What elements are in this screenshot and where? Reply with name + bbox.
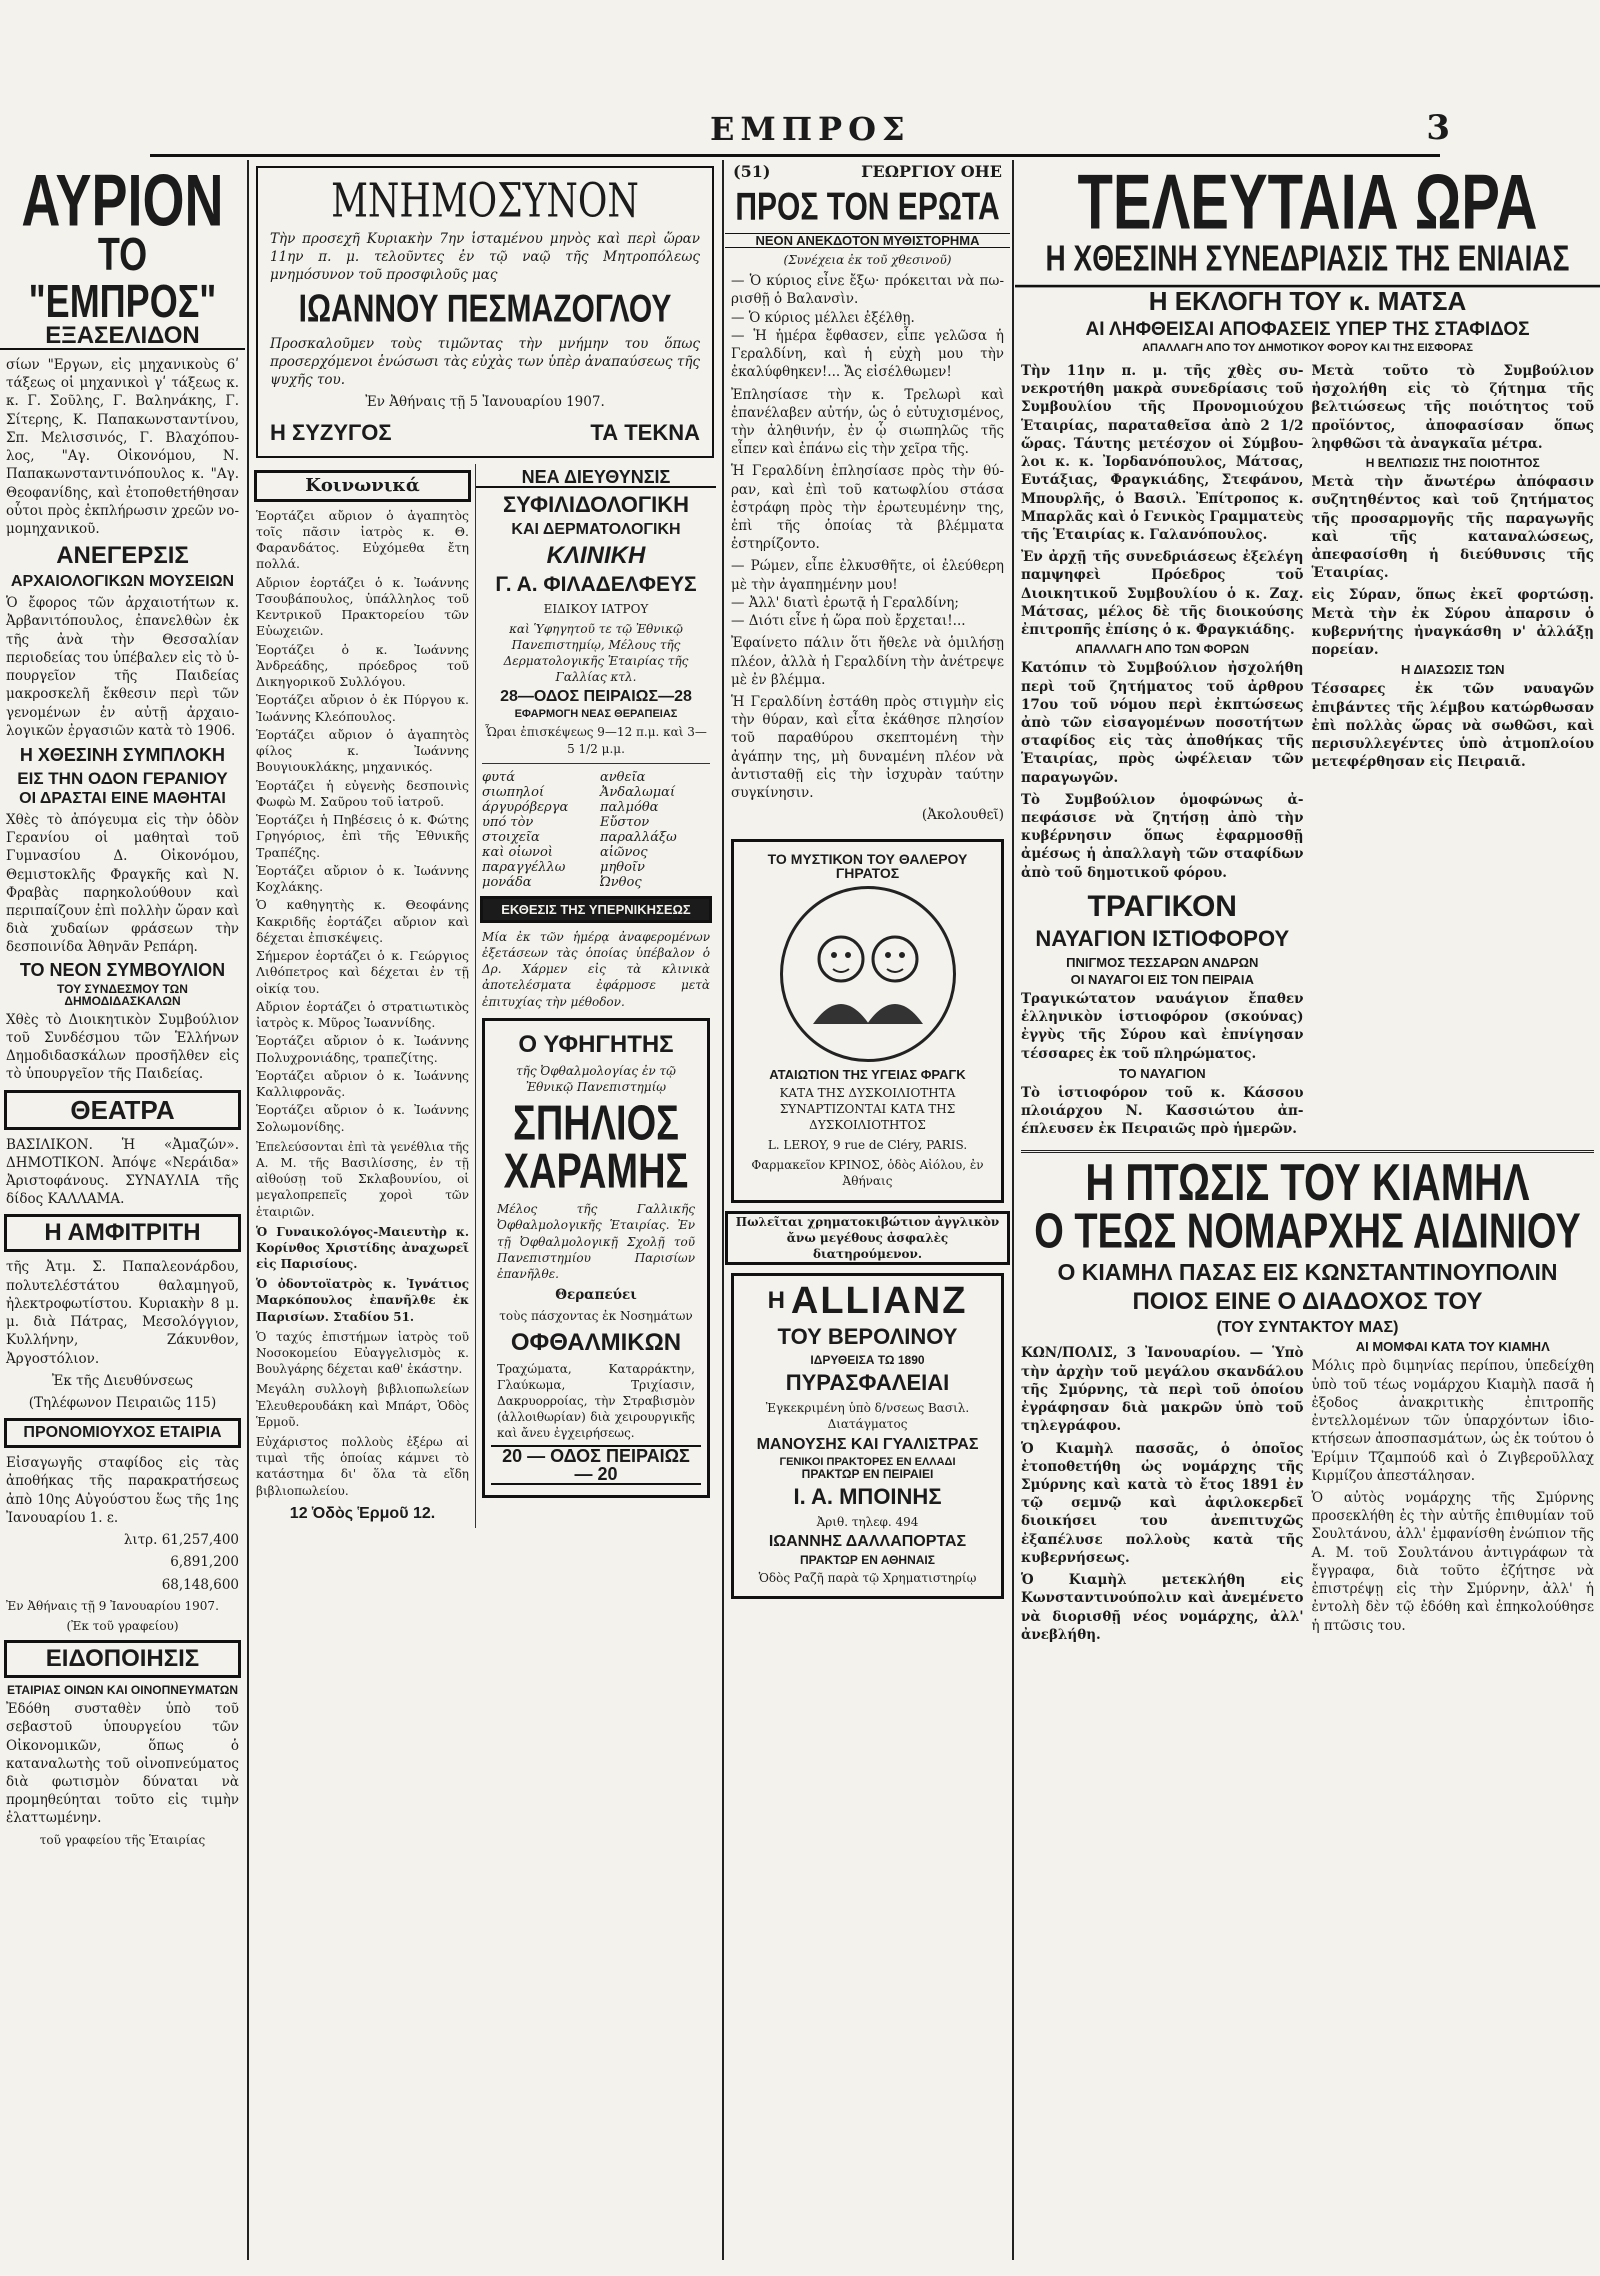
eidikou-iatrou: ΕΙΔΙΚΟΥ ΙΑΤΡΟΥ [543,601,649,616]
pronomiouchos-sign: (Ἐκ τοῦ γραφείου) [66,1618,179,1633]
masthead [150,108,1450,157]
column-1 [0,160,245,2260]
pronomiouchos-row-3: 68,148,600 [161,1576,239,1593]
diadochos-headline: ΠΟΙΟΣ ΕΙΝΕ Ο ΔΙΑΔΟΧΟΣ ΤΟΥ [1132,1288,1483,1316]
mnimosynon-date: Ἐν Ἀθήναις τῇ 5 Ἰανουαρίου 1907. [365,394,605,411]
euxaristos-notice: Εὐχάριστος πολλοὺς ἐξέρω αἱ τιμαὶ τῆς ὁποίας κάμνει τὸ κατάστημα δι' ὅλα τὰ εἴδη βιβλιοπωλείου. [256,1434,469,1498]
amfitriti-sign: Ἐκ τῆς Διευθύνσεως [51,1372,194,1389]
column-3 [725,160,1010,2260]
sympliki-subtitle: ΕΙΣ ΤΗΝ ΟΔΟΝ ΓΕΡΑΝΙΟΥ [17,768,228,788]
fragk-text: ΚΑΤΑ ΤΗΣ ΔΥΣΚΟΙΛΙΟΤΗΤΑ ΣΥΝΑΡΤΙΖΟΝΤΑΙ ΚΑΤΑ ΤΗΣ ΔΥΣΚΟΙΛΙΟΤΗΤΟΣ [779,1085,956,1132]
ofthalmon-title: ΟΦΘΑΛΜΙΚΩΝ [510,1328,682,1356]
anegerseis-subtitle: ΑΡΧΑΙΟΛΟΓΙΚΩΝ ΜΟΥΣΕΙΩΝ [10,573,235,591]
allianz-text: Ἐγκεκριμένη ὑπὸ δ/νσεως Βασιλ. Διατάγματος [765,1401,970,1432]
nea-dieuthynsis: ΝΕΑ ΔΙΕΥΘΥΝΣΙΣ [476,468,716,488]
apallagi-subhead-2: ΑΠΑΛΛΑΓΗ ΑΠΟ ΤΩΝ ΦΟΡΩΝ [1075,642,1250,657]
aurion-headline-3: ΕΞΑΣΕΛΙΔΟΝ [0,324,245,350]
fragk-title: ΑΤΑΙΩΤΙΟΝ ΤΗΣ ΥΓΕΙΑΣ ΦΡΑΓΚ [769,1066,966,1082]
leroy-address: L. LEROY, 9 rue de Cléry, PARIS. [767,1138,968,1153]
allianz-address: Ὁδὸς Ραζῆ παρὰ τῷ Χρηματιστηρίῳ [758,1570,977,1585]
allianz-prefix: Η [767,1287,785,1315]
charamis-name: ΧΑΡΑΜΗΣ [503,1144,689,1200]
dermato-title: ΚΑΙ ΔΕΡΜΑΤΟΛΟΓΙΚΗ [511,520,681,538]
allianz-manousis: ΜΑΝΟΥΣΗΣ ΚΑΙ ΓΥΑΛΙΣΤΡΑΣ [756,1435,979,1453]
kliniki-title: ΚΛΙΝΙΚΗ [546,541,646,569]
koinonika-item: Ἑορτάζει αὔριον ὁ κ. Ἰωάννης Πολυχρονιάδης, τραπεζίτης. [256,1033,469,1065]
therapeuei-2: τοὺς πάσχοντας ἐκ Νοσημάτων [499,1309,693,1324]
spilios-name: ΣΠΗΛΙΟΣ [513,1096,679,1152]
ygeia-notice: Ὁ ταχύς ἐπιστήμων ἰατρὸς τοῦ Νοσοκομείου Εὐαγγελισμὸς κ. Βουλγάρης δέχεται καθ' ἑκάστην. [256,1329,469,1377]
navagion-headline: ΝΑΥΑΓΙΟΝ ΙΣΤΙΟΦΟΡΟΥ [1035,925,1290,951]
koinonika-item: Ἑορτάζει αὔριον ὁ ἐκ Πύργου κ. Ἰωάννης Κλεόπουλος. [256,692,469,724]
koinonika-list [250,508,475,1135]
aurion-headline: ΑΥΡΙΟΝ [21,160,224,242]
eidopoiiseis-subtitle: ΕΤΑΙΡΙΑΣ ΟΙΝΩΝ ΚΑΙ ΟΙΝΟΠΝΕΥΜΑΤΩΝ [6,1683,238,1698]
sympliki-text: Χθὲς τὸ ἀπόγευμα εἰς τὴν ὁδὸν Γερανίου οἱ μαθηταὶ τοῦ Γυμνασίου Δ. Οἰκονόμου, Θεμιστοκλῆς Φραγκῆς καὶ Ν. Φραβὰς παρηκολούθουν καὶ περιπαίζουν ἐπὶ πολλὴν ὥραν καὶ διὰ χυδαίων φράσεων τὴν δεσποινίδα Ἀθηνᾶν Ρεπάρη. [6,811,239,956]
charamis-address: 20 — ΟΔΟΣ ΠΕΙΡΑΙΩΣ — 20 [491,1445,701,1485]
aurion-headline-2: ΤΟ "ΕΜΠΡΟΣ" [28,227,217,328]
main-text-2: Ἐν ἀρχῇ τῆς συνεδριάσεως ἐξελέγη παμψηφεὶ Πρόεδρος τοῦ Διοικητικοῦ Συμβουλίου ὁ κ. Ζαχ. Μάτσας, μέλος δὲ τῆς διοικούσης ἐπιτροπῆς ἐπίσης ὁ κ. Φραγκιάδης. [1021,549,1304,639]
koinonika-item: Αὔριον ἑορτάζει ὁ στρατιωτικὸς ἰατρὸς κ. Μῦρος Ἰωαννίδης. [256,998,469,1031]
sympliki-subtitle-2: ΟΙ ΔΡΑΣΤΑΙ ΕΙΝΕ ΜΑΘΗΤΑΙ [19,789,226,807]
mystikon-title: ΤΟ ΜΥΣΤΙΚΟΝ ΤΟΥ ΘΑΛΕΡΟΥ ΓΗΡΑΤΟΣ [767,850,968,881]
eklogi-headline: Η ΕΚΛΟΓΗ ΤΟΥ κ. ΜΑΤΣΑ [1148,286,1467,316]
yfigitis-subtitle: τῆς Ὀφθαλμολογίας ἐν τῷ Ἐθνικῷ Πανεπιστημίῳ [516,1063,676,1094]
amfitriti-title: Η ΑΜΦΙΤΡΙΤΗ [4,1214,241,1252]
koinonika-text-2: Ἐπελεύσονται ἐπὶ τὰ γενέθλια τῆς Α. Μ. τῆς Βασιλίσσης, ἐν τῇ αἰθούσῃ τοῦ Σκλαβουνίου, οἱ μεγαλοπρεπεῖς χοροὶ τῶν ἑταιριῶν. [256,1139,469,1219]
kliniki-hours: Ὧραι ἐπισκέψεως 9—12 π.μ. καὶ 3—5 1/2 μ.μ. [485,725,707,756]
poem-right: ανθεῖα Ἀνδαλωμαί παλμόθα Εὔστον παραλλάξω αἰῶνος μηθοῖν Ὠνθος [600,769,677,890]
navagoi-subhead: ΟΙ ΝΑΥΑΓΟΙ ΕΙΣ ΤΟΝ ΠΕΙΡΑΙΑ [1070,971,1254,987]
main-text-6: Μετὰ τὴν ἄνωτέρω ἀπόφασιν συζητηθέντος καὶ τοῦ ζητήματος τῆς προσαρμογῆς τῆς παραγωγῆς καὶ τῆς καταναλώσεως, ἀπεφασίσθη ἡ διεύθυνσις τῆς Ἑταιρίας. [1311,474,1594,582]
koinonika-item: Σήμερον ἑορτάζει ὁ κ. Γεώργιος Λιθόπετρος καὶ δέχεται ἐν τῇ οἰκίᾳ του. [256,948,469,996]
theatra-text: ΒΑΣΙΛΙΚΟΝ. Ἡ «Ἀμαζών». ΔΗΜΟΤΙΚΟΝ. Ἀπόψε «Νεράιδα» Ἀριστοφάνους. ΣΥΝΑΥΛΙΑ τῆς δίδος ΚΑΛΛΑΜΑ. [6,1136,239,1208]
mnimosynon-text-2: Προσκαλοῦμεν τοὺς τιμῶντας τὴν μνήμην του ὅπως προσερχόμενοι ἑνώσωσι τὰς εὐχὰς των ὑπὲρ ἀναπαύσεως τῆς ψυχῆς του. [270,335,700,389]
koinonika-item: Ἑορτάζει ἡ Πηβέσεις ὁ κ. Φώτης Γρηγόριος, ἐπὶ τῆς Ἐθνικῆς Τραπέζης. [256,812,469,860]
koinonika-item: Ἑορτάζει αὔριον ὁ κ. Ἰωάννης Σολωμονίδης. [256,1102,469,1134]
column-rule [722,160,724,2260]
monfai-text-2: Ὁ αὐτὸς νομάρχης τῆς Σμύρνης προσεκλήθη ἐς τὴν αὐτῆς ἐπιθυμίαν τοῦ Σουλτάνου, ἀλλ' ἐμφανίσθη ἐνώπιον τῆς Α. Μ. τοῦ Σουλτάνου ἀντιγράφων τὰ ἔγγραφα, διὰ τοῦτο ἐζήτησε νὰ ἐπιστρέψῃ εἰς τὴν Σμύρνην, ἀλλ' ἡ ἐντολὴ δὲν τῷ ἐδόθη καὶ ἐπηκολούθησε ἡ πτῶσις του. [1311,1489,1594,1634]
serial-end: (Ἀκολουθεῖ) [921,807,1004,824]
krinos-pharmacy: Φαρμακεῖον ΚΡΙΝΟΣ, ὁδὸς Αἰόλου, ἐν Ἀθήναις [751,1158,984,1189]
koinonika-item: Ἑορτάζει αὔριον ὁ κ. Ἰωάννης Καλλιφρονᾶς. [256,1067,469,1100]
therapeuei: Θεραπεύει [555,1287,637,1304]
synedriasis-headline: Η ΧΘΕΣΙΝΗ ΣΥΝΕΔΡΙΑΣΙΣ ΤΗΣ ΕΝΙΑΙΑΣ [1015,241,1600,288]
allianz-title: ALLIANZ [790,1280,968,1323]
mnimosynon-sign-1: Η ΣΥΖΥΓΟΣ [270,419,392,445]
serial-text-1: — Ὁ κύριος εἶνε ἔξω· πρόκειται νὰ πωρισθῇ ὁ Βαλανσὶν. — Ὁ κύριος μέλλει ἐξέλθῃ. — Ἡ ἡμέρα ἔφθασεν, εἶπε γελῶσα ἡ Γεραλδίνη, καὶ ἡ εὐχὴ μου τὴν ἐκαλύφθηκεν!... Ἄς εἰσέλθωμεν! [731,273,1004,381]
veltiosis-subhead: Η ΒΕΛΤΙΩΣΙΣ ΤΗΣ ΠΟΙΟΤΗΤΟΣ [1365,456,1540,471]
couple-icon [793,919,943,1029]
syfilido-title: ΣΥΦΙΛΙΔΟΛΟΓΙΚΗ [502,491,690,517]
syndesmos-title: ΤΟ ΝΕΟΝ ΣΥΜΒΟΥΛΙΟΝ [19,959,226,980]
kiamil-pasas-headline: Ο ΚΙΑΜΗΛ ΠΑΣΑΣ ΕΙΣ ΚΩΝΣΤΑΝΤΙΝΟΥΠΟΛΙΝ [1057,1259,1558,1286]
klinikh-column [475,464,716,1529]
allianz-berolinou: ΤΟΥ ΒΕΡΟΛΙΝΟΥ [777,1324,958,1350]
allianz-mpoinis: Ι. Α. ΜΠΟΙΝΗΣ [793,1483,942,1509]
eidopoiiseis-text: Ἐδόθη συσταθὲν ὑπὸ τοῦ σεβαστοῦ ὑπουργείου τῶν Οἰκονομικῶν, ὅπως ὁ καταναλωτὴς τοῦ οἰνοπνεύματος διὰ φωτισμὸν δύναται νὰ προμηθεύηται τοῦτο εἰς τιμὴν ἐλαττωμένην. [6,1701,239,1827]
serial-title: ΠΡΟΣ ΤΟΝ ΕΡΩΤΑ [735,185,1000,229]
main-text-4: Τὸ Συμβούλιον ὁμοφώνως ἀπεφάσισε νὰ ζητήσῃ ἀπὸ τὴν κυβέρνησιν ὅπως ἐφαρμοσθῇ ἀμέσως ἡ ἀπαλλαγὴ τῶν σταφίδων ἀπὸ τοῦ δημοτικοῦ φόρου. [1021,791,1304,881]
koinonika-title: Κοινωνικά [254,470,471,502]
ermou-address: 12 Ὁδὸς Ἑρμοῦ 12. [289,1504,436,1522]
syndesmos-text: Χθὲς τὸ Διοικητικὸν Συμβούλιον τοῦ Συνδέσμου τῶν Ἑλλήνων Δημοδιδασκάλων προσῆλθεν εἰς τὸ ὑπουργεῖον τῆς Παιδείας. [6,1011,239,1083]
serial-text-2: Ἐπλησίασε τὴν κ. Τρελωρὶ καὶ ἐπανέλαβεν αὐτήν, ὡς ὁ εὐτυχισμένος, τὴν ἀληθινήν, ἐν ᾧ σιωπηλῶς τῆς εἶπεν καὶ ἐπάνω εἰς τὴν χεῖρα τῆς. [731,386,1004,458]
to-navagion-subhead: ΤΟ ΝΑΥΑΓΙΟΝ [1118,1065,1206,1081]
allianz-phone: Ἀριθ. τηλεφ. 494 [816,1514,919,1529]
koinonika-item: Ὁ καθηγητὴς κ. Θεοφάνης Κακριδῆς ἑορτάζει αὔριον καὶ δέχεται ἐπισκέψεις. [256,897,469,945]
nomarchis-headline: Ο ΤΕΩΣ ΝΟΜΑΡΧΗΣ ΑΙΔΙΝΙΟΥ [1034,1205,1581,1260]
koinonika-column [250,464,475,1529]
allianz-founded: ΙΔΡΥΘΕΙΣΑ ΤΩ 1890 [810,1353,925,1368]
kiamil-text-3: Ὁ Κιαμὴλ μετεκλήθη εἰς Κωνσταντινούπολιν καὶ ἀνεμένετο νὰ διορισθῇ νέος νομάρχης, ἀλλ' ἀνεβλήθη. [1021,1572,1304,1643]
aurion-text: σίων "Εργων, εἰς μηχανικοὺς 6ʹ τάξεως οἱ μηχανικοὶ γʹ τάξεως κ. κ. Γ. Σοῦλης, Γ. Βαληνάκης, Γ. Σίτερης, Κ. Παπακωνσταντίνου, Σπ. Μελισσινός, Γ. Βλαχόπουλος, "Αγ. Οἰκονόμου, Ν. Παπακωνσταντινόπουλος κ. "Αγ. Θεοφανίδης, καὶ ἐτοποθετήθησαν οὗτοι πρὸς ἐκπλήρωσιν χρεῶν νομομηχανικοῦ. [6,357,239,537]
filadelfeus-name: Γ. Α. ΦΙΛΑΔΕΛΦΕΥΣ [495,572,697,596]
anegerseis-text: Ὁ ἔφορος τῶν ἀρχαιοτήτων κ. Ἀρβανιτόπουλος, ἐπανελθὼν ἐκ τῆς ἀνὰ τὴν Θεσσαλίαν περιοδείας του ὑπέβαλεν εἰς τὸ ὑπουργεῖον τῆς Παιδείας μακροσκελῆ ἔκθεσιν περὶ τῶν γενομένων ἐν αὐτῇ ἀρχαιολογικῶν ἐργασιῶν κατὰ τὸ 1906. [6,595,239,739]
lifetheisai-headline: ΑΙ ΛΗΦΘΕΙΣΑΙ ΑΠΟΦΑΣΕΙΣ ΥΠΕΡ ΤΗΣ ΣΤΑΦΙΔΟΣ [1085,319,1530,340]
koinonika-item: Αὔριον ἑορτάζει ὁ κ. Ἰωάννης Τσουβάπουλος, ὑπάλληλος τοῦ Κεντρικοῦ Πρακτορείου τῶν Εὐωχειῶν. [256,574,469,639]
main-text-1: Τὴν 11ην π. μ. τῆς χθὲς συνεκροτήθη μακρὰ συνεδρίασις τοῦ Συμβουλίου τῆς Προνομιούχου Ἑταιρίας, παραταθεῖσα ἀπὸ 2 1/2 ὥρας. Τάυτης μετέσχον οἱ Σύμβουλοι κ. κ. Ἰορδανόπουλος, Μάτσας, Ευτάξιας, Φραγκιάδης, Στεφάνου, Μπουρλῆς, ὁ Βασιλ. Ἐπίτροπος κ. Μπαρλᾶς καὶ ὁ Γενικὸς Γραμματεὺς τῆς Ἑταιρίας κ. Γαλανόπουλος. [1021,363,1304,543]
syntaktou-line: (ΤΟΥ ΣΥΝΤΑΚΤΟΥ ΜΑΣ) [1216,1319,1399,1337]
navagion-text-3: εἰς Σύραν, ὅπως ἐκεῖ φορτώσῃ. Μετὰ τὴν ἐκ Σύρου ἀπαρσιν ὁ κυβερνήτης ἠναγκάσθη ν' ἀλλάξῃ πορείαν. [1311,587,1594,659]
odontiatros-notice: Ὁ ὀδοντοϊατρὸς κ. Ἰγνάτιος Μαρκόπουλος ἐπανῆλθε ἐκ Παρισίων. Σταδίου 51. [256,1277,469,1324]
navagion-text-4: Τέσσαρες ἐκ τῶν ναυαγῶν ἐπιβάντες τῆς λέμβου κατώρθωσαν ἐπὶ πολλὰς ὥρας νὰ σωθῶσι, καὶ περισυλλεγέντες ὑπὸ ἀτμοπλοίου μετεφέρθησαν εἰς Πειραιᾶ. [1311,681,1594,771]
apallagi-subhead-1: ΑΠΑΛΛΑΓΗ ΑΠΟ ΤΟΥ ΔΗΜΟΤΙΚΟΥ ΦΟΡΟΥ ΚΑΙ ΤΗΣ ΕΙΣΦΟΡΑΣ [1142,342,1473,354]
pronomiouchos-date: Ἐν Ἀθήναις τῇ 9 Ἰανουαρίου 1907. [6,1598,219,1613]
koinonika-item: Ἑορτάζει ὁ κ. Ἰωάννης Ἀνδρεάδης, πρόεδρος τοῦ Δικηγορικοῦ Συλλόγου. [256,641,469,690]
charamis-text-2: Τραχώματα, Καταρράκτην, Γλαύκωμα, Τριχίασιν, Δακρυορροίας, τὴν Στραβισμὸν (ἀλλοιθωρίαν) διὰ χειρουργικῆς καὶ ἄνευ ἐγχειρήσεως. [497,1361,695,1441]
koinonika-item: Ἑορτάζει αὔριον ὁ κ. Ἰωάννης Κοχλάκης. [256,862,469,895]
theatra-title: ΘΕΑΤΡΑ [4,1090,241,1130]
column-2 [250,160,720,2260]
old-couple-illustration [780,886,956,1062]
kiamil-text-2: Ὁ Κιαμὴλ πασσᾶς, ὁ ὁποῖος ἐτοποθετήθη ὡς νομάρχης τῆς Σμύρνης καὶ κατὰ τὸ ἔτος 1891 ἐν τῷ σεμνῷ καὶ ἀφιλοκερδεῖ διοικήσει του ἀνεπιτυχῶς ἐξαπέλυσε πολλοὺς κατὰ τῆς κυβερνήσεως. [1021,1440,1304,1566]
page-number: 3 [1426,108,1450,148]
poem-left: φυτά σιωπηλοί άργυρόβεργα υπό τὸν στοιχεῖα καὶ οἰωνοὶ παραγγέλλω μονάδα [482,769,569,890]
serial-text-6: Ἡ Γεραλδίνη ἐστάθη πρὸς στιγμὴν εἰς τὴν θύραν, καὶ εἶτα ἐκάθησε πλησίον τοῦ παραθύρου σκεπτομένη τὴν ἀγάπην της, μὴ δυναμένη πλέον νὰ ἀντισταθῇ εἰς τὴν ἰσχυρὰν ταύτην συγκίνησιν. [731,694,1004,802]
safe-ad: Πωλεῖται χρηματοκιβώτιον ἀγγλικὸν ἄνω μεγέθους ἀσφαλὲς διατηρούμενον. [725,1211,1010,1266]
eidopoiiseis-title: ΕΙΔΟΠΟΙΗΣΙΣ [4,1640,241,1678]
main-article [1015,358,1600,1142]
kiamil-text-1: ΚΩΝ/ΠΟΛΙΣ, 3 Ἰανουαρίου. — Ὑπὸ τὴν ἀρχὴν τοῦ μεγάλου σκανδάλου τῆς Σμύρνης, τὰ περὶ τοῦ ὁποίου ἐγράφησαν διὰ μακρῶν ὑπὸ τοῦ τηλεγράφου. [1021,1345,1304,1435]
gynaikologos-notice: Ὁ Γυναικολόγος-Μαιευτὴρ κ. Κορίνθος Χριστίδης ἀναχωρεῖ εἰς Παρισίους. [256,1224,469,1272]
navagion-text-2: Τὸ ἱστιοφόρον τοῦ κ. Κάσσου πλοιάρχου Ν. Κασσιώτου ἀπέπλευσεν ἐκ Πειραιῶς πρὸ ἡμερῶν. [1021,1084,1304,1138]
vivliopoleio-notice: Μεγάλη συλλογὴ βιβλιοπωλείων Ἐλευθερουδάκη καὶ Μπάρτ, Ὁδὸς Ἑρμοῦ. [256,1382,469,1429]
column-rule [1012,160,1014,2260]
serial-text-4: — Ρώμεν, εἶπε ἐλκυσθῆτε, οἱ ἐλεύθερη μὲ τὴν ἀγαπημένην μου! — Ἀλλ' διατὶ ἐρωτᾷ ἡ Γεραλδίνη; — Διότι εἶνε ἡ ὥρα ποὺ ἔρχεται!... [731,558,1004,630]
mnimosynon-title: ΜΝΗΜΟΣΥΝΟΝ [331,174,639,228]
allianz-ad [731,1273,1004,1599]
koinonika-item: Ἑορτάζει αὔριον ὁ ἀγαπητὸς φίλος κ. Ἰωάννης Βουγιουκλάκης, μηχανικός. [256,726,469,775]
pronomiouchos-row-2: 6,891,200 [170,1554,239,1571]
newspaper-title: ΕΜΠΡΟΣ [710,110,911,148]
koinonika-item: Ἑορτάζει ἡ εὐγενὴς δεσποινὶς Φωφὼ Μ. Σαῦρου τοῦ ἰατροῦ. [256,777,469,809]
mnimosynon-text: Τὴν προσεχῆ Κυριακὴν 7ην ἱσταμένου μηνὸς καὶ περὶ ὥραν 11ην π. μ. τελοῦντες ἐν τῷ ναῷ τῆς Μητροπόλεως μνημόσυνον τοῦ προσφιλοῦς μας [270,231,700,284]
monfai-subhead: ΑΙ ΜΟΜΦΑΙ ΚΑΤΑ ΤΟΥ ΚΙΑΜΗΛ [1355,1339,1550,1355]
teleutaia-ora-headline: ΤΕΛΕΥΤΑΙΑ ΩΡΑ [1077,160,1538,247]
mystikon-ad [731,839,1004,1203]
ekthesis-title: ΕΚΘΕΣΙΣ ΤΗΣ ΥΠΕΡΝΙΚΗΣΕΩΣ [480,896,712,923]
column-rule [247,160,249,2260]
serial-continued: (Συνέχεια ἐκ τοῦ χθεσινοῦ) [783,253,952,267]
yfigitis-title: Ο ΥΦΗΓΗΤΗΣ [518,1030,674,1058]
amfitriti-tel: (Τηλέφωνον Πειραιῶς 115) [28,1394,217,1411]
serial-text-3: Ἡ Γεραλδίνη ἐπλησίασε πρὸς τὴν θύραν, καὶ ἐπὶ τοῦ κατωφλίου στάσα ἐστράφη πρὸς τὴν ἐρωτευμένην της, ἐπὶ τῆς ὁποίας τὰ βλέμματα ἐστηρίζοντο. [731,463,1004,553]
mnimosynon-name: ΙΩΑΝΝΟΥ ΠΕΣΜΑΖΟΓΛΟΥ [298,287,672,331]
allianz-dallaportas: ΙΩΑΝΝΗΣ ΔΑΛΛΑΠΟΡΤΑΣ [768,1532,967,1550]
eidopoiiseis-foot: τοῦ γραφείου τῆς Ἑταιρίας [39,1832,206,1847]
main-text-5-intro: Μετὰ τοῦτο τὸ Συμβούλιον ἠσχολήθη εἰς τὸ ζήτημα τῆς βελτιώσεως τῆς ποιότητος τοῦ προϊόντος, ἀποφασίσαν ὅπως ληφθῶσι τὰ ἀναγκαῖα μέτρα. [1311,363,1594,452]
serial-author: ΓΕΩΡΓΙΟΥ ΟΗΕ [861,162,1002,181]
kliniki-address: 28—ΟΔΟΣ ΠΕΙΡΑΙΩΣ—28 [500,688,692,706]
main-text-3: Κατόπιν τὸ Συμβούλιον ἠσχολήθη περὶ τοῦ ζητήματος τοῦ ἀρθρου 17ου τοῦ νόμου περὶ ἐκπτώσεως ἀπὸ τῶν εἰσαγομένων ποσοτήτων σταφίδος εἰς τὰς ἀποθήκας τῆς Ἑταιρίας, πρὸς ὠφέλειαν τῶν παραγωγῶν. [1021,660,1304,786]
amfitriti-text: τῆς Ἀτμ. Σ. Παπαλεονάρδου, πολυτελέστάτου θαλαμηγοῦ, ἠλεκτροφωτίστου. Κυριακὴν 8 μ. μ. διὰ Πάτρας, Μεσολόγγιον, Κυλλήνην, Ζάκυνθον, Ἀργοστόλιον. [6,1259,239,1367]
sympliki-title: Η ΧΘΕΣΙΝΗ ΣΥΜΠΛΟΚΗ [19,744,226,765]
diasoseis-subhead: Η ΔΙΑΣΩΣΙΣ ΤΩΝ [1401,662,1505,678]
allianz-praktores: ΓΕΝΙΚΟΙ ΠΡΑΚΤΟΡΕΣ ΕΝ ΕΛΛΑΔΙ [779,1455,956,1468]
allianz-athinais: ΠΡΑΚΤΩΡ ΕΝ ΑΘΗΝΑΙΣ [800,1552,935,1567]
koinonika-item: Ἑορτάζει αὔριον ὁ ἀγαπητὸς τοῖς πᾶσιν ἰατρὸς κ. Θ. Φαρανδάτος. Εὐχόμεθα ἔτη πολλά. [256,507,469,572]
ptosis-headline: Η ΠΤΩΣΙΣ ΤΟΥ ΚΙΑΜΗΛ [1085,1154,1530,1213]
monfai-text: Μόλις πρὸ διμηνίας περίπου, ὑπεδείχθη ὑπὸ τοῦ τέως νομάρχου Κιαμὴλ πασᾶ ἡ ἐξοδος ἀνακριτικὴς ἐπιτροπῆς ἐντελλομένων τῶν ὑπαρχόντων ἰδιοκτήσεων ἀποσπασμάτων, ὡς ἐκ τούτου ὁ Ἐρίμιν Τζαμπούδ καὶ ὁ Ζιγβεροῦλλαχ Κιρμίζου ἀπεστάλησαν. [1311,1358,1594,1484]
pronomiouchos-title: ΠΡΟΝΟΜΙΟΥΧΟΣ ΕΤΑΙΡΙΑ [4,1418,241,1448]
kliniki-text: καὶ Ὑφηγητοῦ τε τῷ Ἐθνικῷ Πανεπιστημίῳ, Μέλους τῆς Δερματολογικῆς Ἑταιρίας τῆς Γαλλίας κτλ. [503,621,689,685]
allianz-peiraiei: ΠΡΑΚΤΩΡ ΕΝ ΠΕΙΡΑΙΕΙ [801,1466,934,1481]
serial-subtitle: ΝΕΟΝ ΑΝΕΚΔΟΤΟΝ ΜΥΘΙΣΤΟΡΗΜΑ [725,233,1010,248]
syndesmos-subtitle: ΤΟΥ ΣΥΝΔΕΣΜΟΥ ΤΩΝ ΔΗΜΟΔΙΔΑΣΚΑΛΩΝ [57,981,188,1008]
serial-text-5: Ἐφαίνετο πάλιν ὅτι ἤθελε νὰ ὁμιλήσῃ πλέον, ἀλλὰ ἡ Γεραλδίνη τὴν ἀνέτρεψε μὲ ἐν βλέμμα. [731,635,1004,688]
charamis-text: Μέλος τῆς Γαλλικῆς Ὀφθαλμολογικῆς Ἑταιρίας. Ἐν τῇ Ὀφθαλμολογικῇ Σχολῇ τοῦ Πανεπιστημίου Παρισίων ἐπανῆλθε. [497,1202,695,1281]
pnigmos-subhead: ΠΝΙΓΜΟΣ ΤΕΣΣΑΡΩΝ ΑΝΔΡΩΝ [1066,954,1259,970]
ekthesis-text: Μία ἐκ τῶν ἡμέρᾳ ἀναφερομένων ἐξετάσεων τὰς ὁποίας ὑπέβαλον ὁ Δρ. Χάρμεν εἰς τὰ κλινικὰ ἀποτελέσματα ἐφάρμοσε μετὰ ἐπιτυχίας τὴν μέθοδον. [482,929,710,1009]
kiamil-article [1015,1340,1600,1648]
kliniki-therapeia: ΕΦΑΡΜΟΓΗ ΝΕΑΣ ΘΕΡΑΠΕΙΑΣ [514,708,678,721]
pronomiouchos-text: Εἰσαγωγῆς σταφίδος εἰς τὰς ἀποθήκας τῆς παρακρατήσεως ἀπὸ 10ης Αὐγούστου ἕως τῆς 1ης Ἰανουαρίου 1. ε. [6,1455,239,1526]
serial-number: (51) [733,162,771,181]
navagion-text: Τραγικώτατον ναυάγιον ἔπαθεν ἑλληνικὸν ἱστιοφόρον (σκούνας) ἐγγὺς τῆς Σύρου καὶ ἐπνίγησαν τέσσαρες ἐκ τοῦ πληρώματος. [1021,990,1304,1062]
pronomiouchos-row-1: λιτρ. 61,257,400 [123,1532,239,1549]
yfigitis-ad [482,1018,710,1499]
tragikon-headline: ΤΡΑΓΙΚΟΝ [1087,889,1237,923]
anegerseis-title: ΑΝΕΓΕΡΣΙΣ [56,542,189,570]
mnimosynon-sign-2: ΤΑ ΤΕΚΝΑ [590,419,700,445]
column-4 [1015,160,1600,2260]
mnimosynon-box [256,166,714,458]
allianz-pyrasfaleiai: ΠΥΡΑΣΦΑΛΕΙΑΙ [785,1370,950,1396]
